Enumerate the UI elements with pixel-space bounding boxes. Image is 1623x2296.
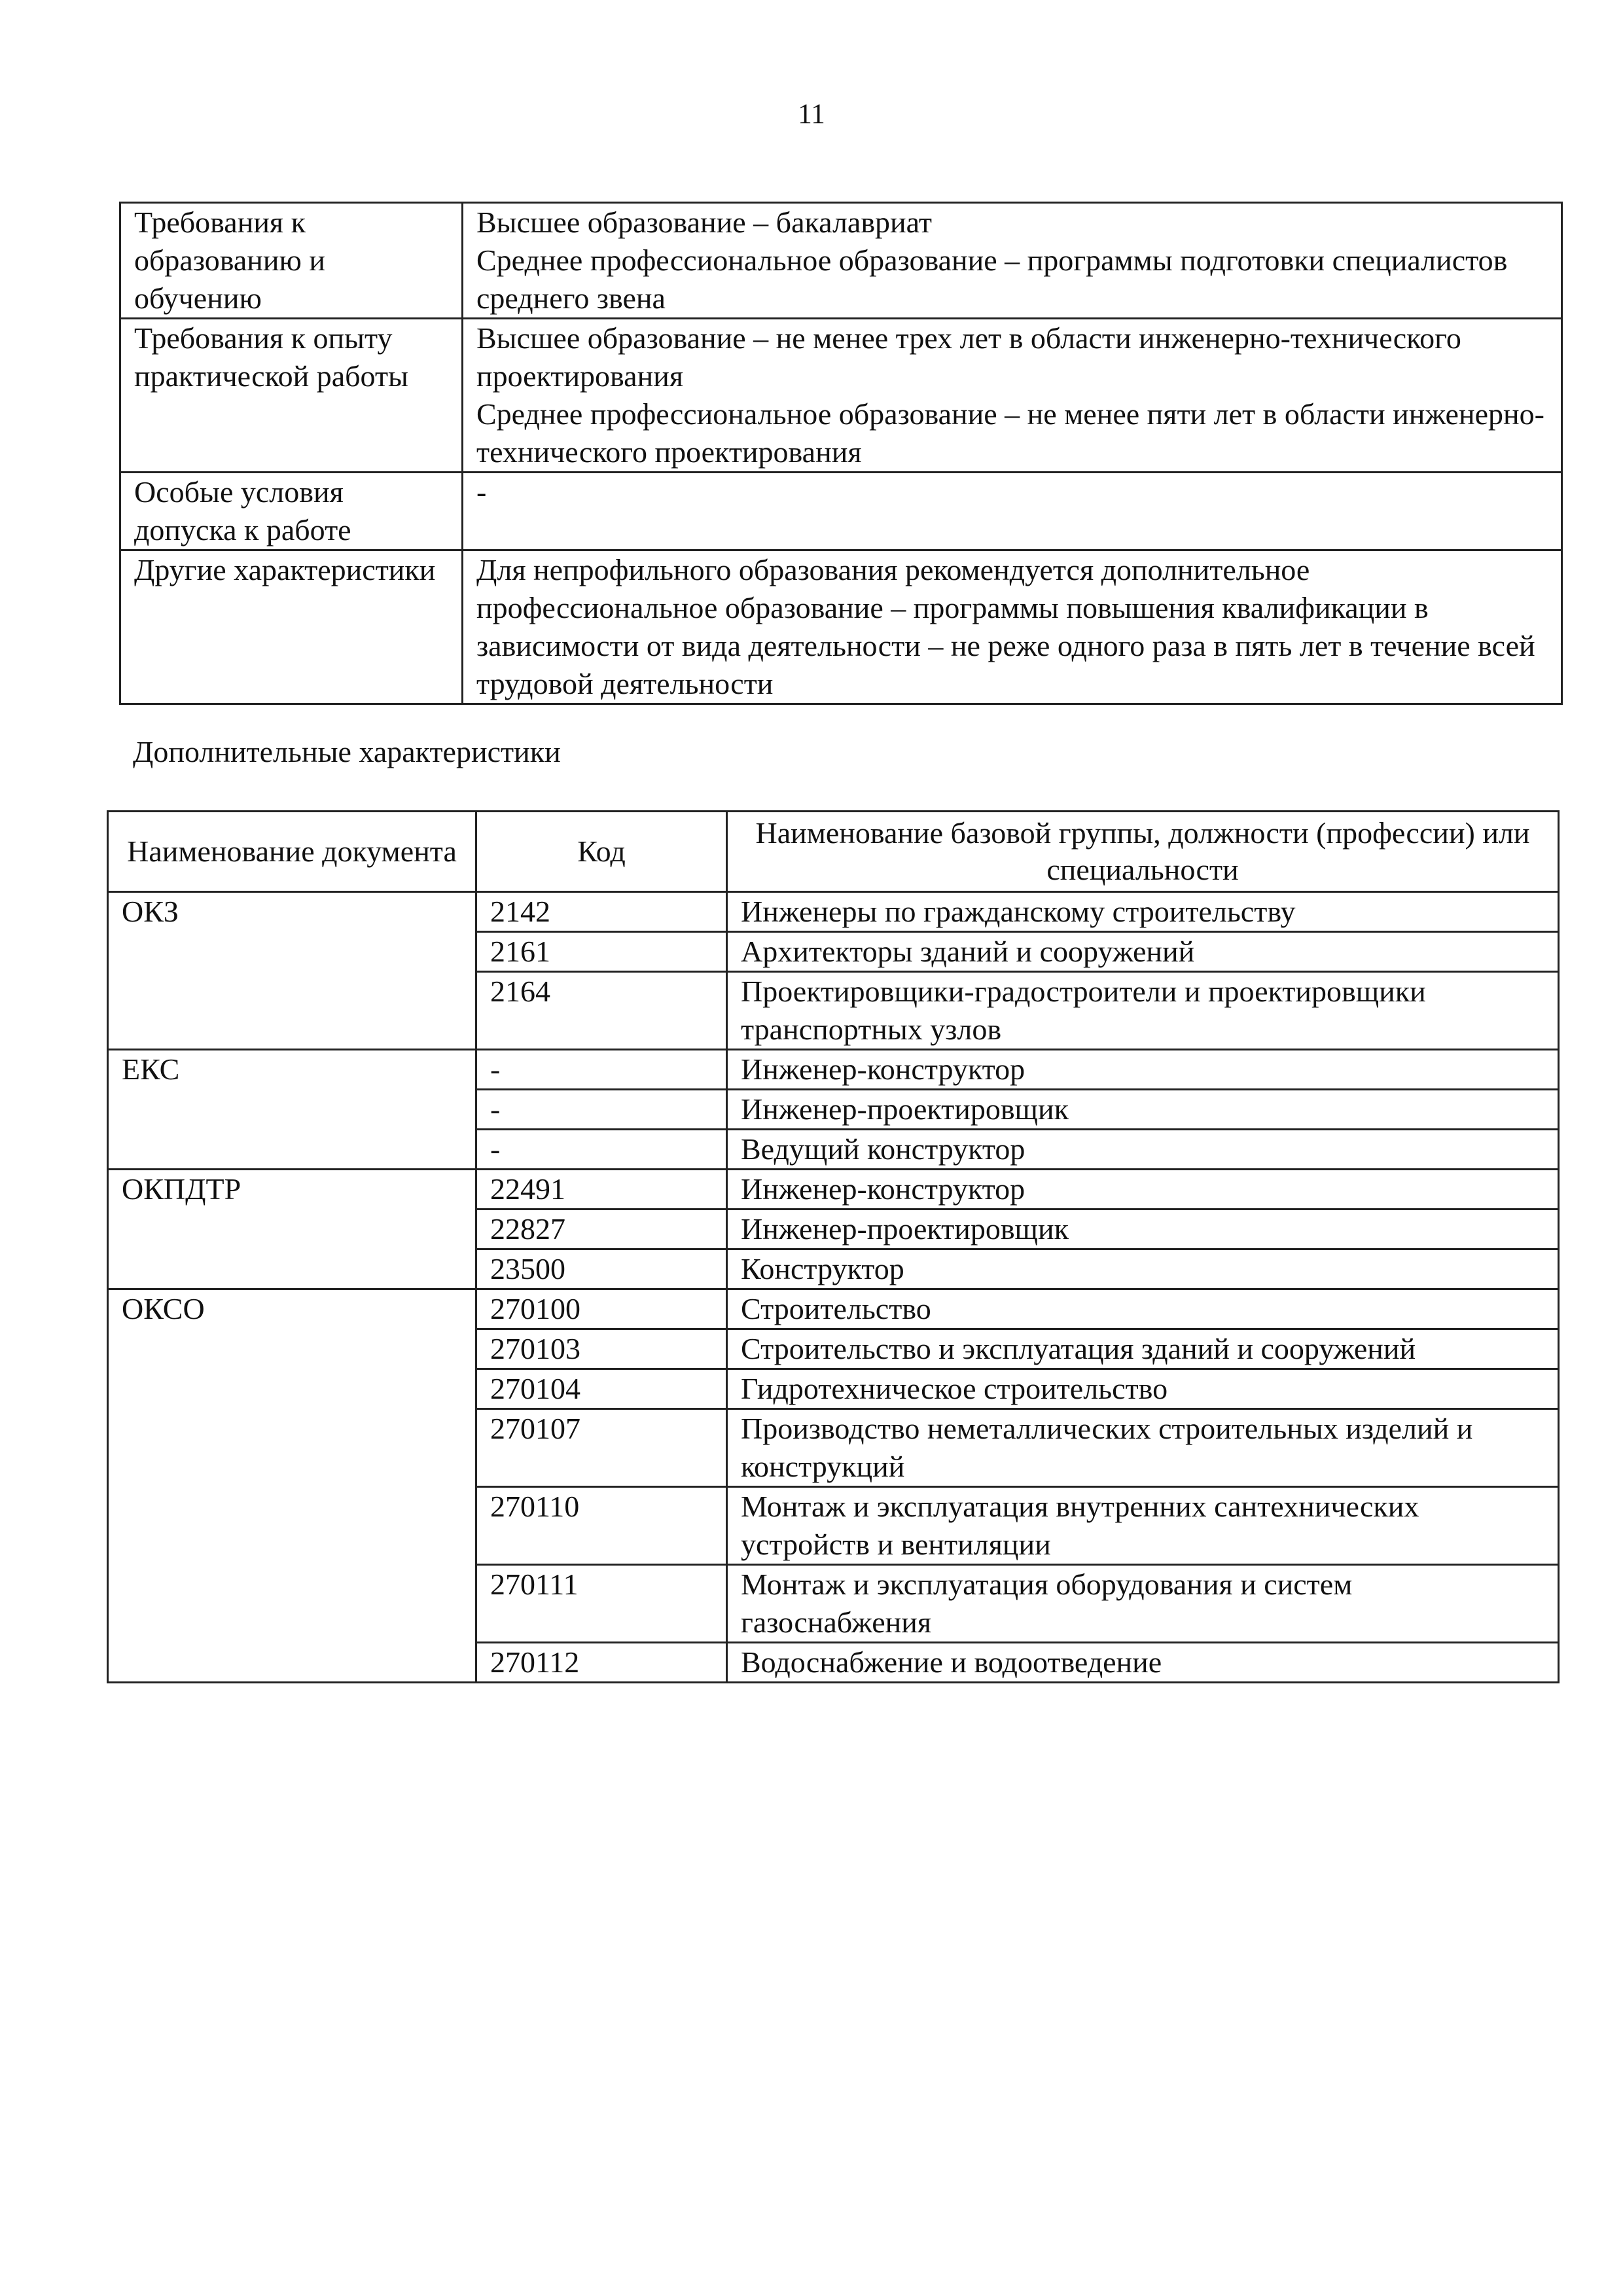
- requirement-value: -: [463, 473, 1562, 550]
- requirement-row: [120, 473, 1562, 550]
- code-cell: 22827: [476, 1210, 727, 1249]
- code-cell: -: [476, 1090, 727, 1130]
- requirements-table: [119, 202, 1563, 705]
- additional-table-body: [108, 892, 1559, 1683]
- header-row: [108, 812, 1559, 892]
- occupation-name-cell: Производство неметаллических строительных изделий и конструкций: [727, 1409, 1559, 1487]
- code-cell: 23500: [476, 1249, 727, 1289]
- code-cell: 2161: [476, 932, 727, 972]
- code-cell: 270103: [476, 1329, 727, 1369]
- requirement-label: Особые условия допуска к работе: [120, 473, 463, 550]
- code-cell: 270104: [476, 1369, 727, 1409]
- header-document: Наименование документа: [108, 812, 476, 892]
- code-cell: 270112: [476, 1643, 727, 1683]
- document-name-cell: ЕКС: [108, 1050, 476, 1170]
- occupation-name-cell: Ведущий конструктор: [727, 1130, 1559, 1170]
- occupation-name-cell: Конструктор: [727, 1249, 1559, 1289]
- page-number: 11: [798, 99, 825, 130]
- occupation-name-cell: Монтаж и эксплуатация оборудования и систем газоснабжения: [727, 1565, 1559, 1643]
- requirement-value: Для непрофильного образования рекомендуется дополнительное профессиональное образование – программы повышения квалификации в зависимости от вида деятельности – не реже одного раза в пять лет в течение всей трудовой деятельности: [463, 550, 1562, 704]
- code-cell: -: [476, 1050, 727, 1090]
- header-code: Код: [476, 812, 727, 892]
- table-row: [108, 892, 1559, 932]
- section-heading: Дополнительные характеристики: [133, 735, 561, 768]
- document-name-cell: ОКСО: [108, 1289, 476, 1683]
- occupation-name-cell: Инженеры по гражданскому строительству: [727, 892, 1559, 932]
- requirement-label: Другие характеристики: [120, 550, 463, 704]
- additional-characteristics-table: [107, 810, 1560, 1683]
- occupation-name-cell: Инженер-проектировщик: [727, 1210, 1559, 1249]
- table-row: [108, 1050, 1559, 1090]
- table-header: [108, 812, 1559, 892]
- occupation-name-cell: Монтаж и эксплуатация внутренних сантехнических устройств и вентиляции: [727, 1487, 1559, 1565]
- table-row: [108, 1170, 1559, 1210]
- requirement-value: Высшее образование – бакалавриат Среднее профессиональное образование – программы подготовки специалистов среднего звена: [463, 203, 1562, 319]
- code-cell: 22491: [476, 1170, 727, 1210]
- code-cell: 2142: [476, 892, 727, 932]
- code-cell: 270111: [476, 1565, 727, 1643]
- header-name: Наименование базовой группы, должности (профессии) или специальности: [727, 812, 1559, 892]
- occupation-name-cell: Инженер-конструктор: [727, 1050, 1559, 1090]
- occupation-name-cell: Проектировщики-градостроители и проектировщики транспортных узлов: [727, 972, 1559, 1050]
- occupation-name-cell: Инженер-проектировщик: [727, 1090, 1559, 1130]
- occupation-name-cell: Строительство и эксплуатация зданий и сооружений: [727, 1329, 1559, 1369]
- requirement-row: [120, 319, 1562, 473]
- code-cell: 270110: [476, 1487, 727, 1565]
- occupation-name-cell: Инженер-конструктор: [727, 1170, 1559, 1210]
- requirement-row: [120, 550, 1562, 704]
- occupation-name-cell: Водоснабжение и водоотведение: [727, 1643, 1559, 1683]
- code-cell: 270100: [476, 1289, 727, 1329]
- code-cell: 270107: [476, 1409, 727, 1487]
- code-cell: -: [476, 1130, 727, 1170]
- document-name-cell: ОКПДТР: [108, 1170, 476, 1289]
- table-row: [108, 1289, 1559, 1329]
- document-name-cell: ОКЗ: [108, 892, 476, 1050]
- occupation-name-cell: Строительство: [727, 1289, 1559, 1329]
- occupation-name-cell: Гидротехническое строительство: [727, 1369, 1559, 1409]
- occupation-name-cell: Архитекторы зданий и сооружений: [727, 932, 1559, 972]
- requirement-label: Требования к образованию и обучению: [120, 203, 463, 319]
- requirement-row: [120, 203, 1562, 319]
- requirement-value: Высшее образование – не менее трех лет в области инженерно-технического проектирования Среднее профессиональное образование – не менее пяти лет в области инженерно-технического проектирования: [463, 319, 1562, 473]
- code-cell: 2164: [476, 972, 727, 1050]
- requirement-label: Требования к опыту практической работы: [120, 319, 463, 473]
- requirements-table-body: [120, 203, 1562, 704]
